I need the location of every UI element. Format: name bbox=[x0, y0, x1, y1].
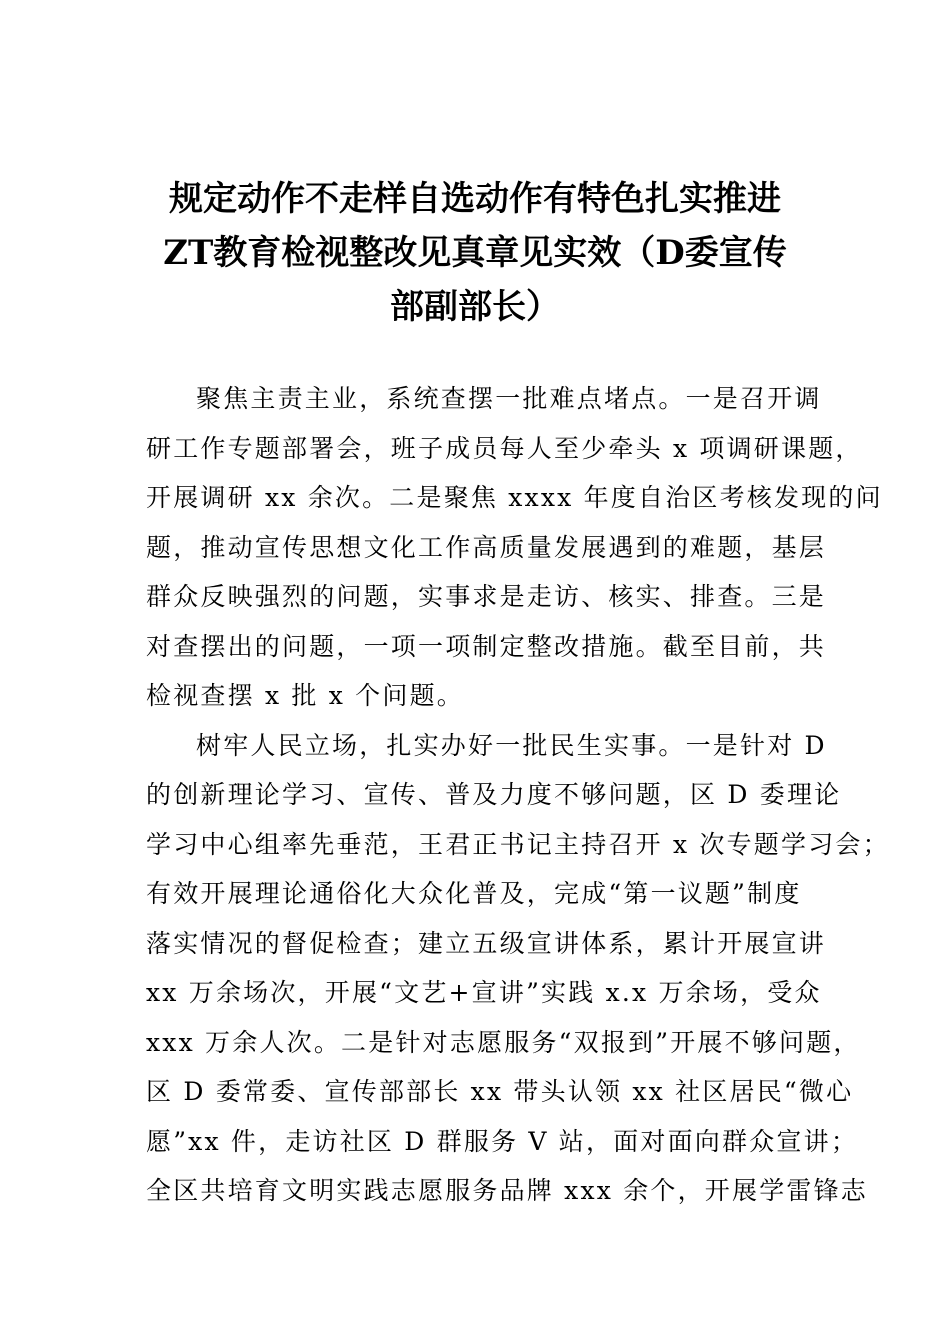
paragraph-2-line: 树牢人民立场，扎实办好一批民生实事。一是针对 D bbox=[196, 730, 827, 760]
paragraph-2-line: 的创新理论学习、宣传、普及力度不够问题，区 D 委理论 bbox=[146, 780, 842, 809]
paragraph-1-line: 对查摆出的问题，一项一项制定整改措施。截至目前，共 bbox=[146, 631, 827, 661]
title-line-2: ZT教育检视整改见真章见实效（D委宣传 bbox=[163, 233, 787, 273]
paragraph-2-line: xxx 万余人次。二是针对志愿服务“双报到”开展不够问题， bbox=[146, 1027, 861, 1057]
paragraph-1-line: 聚焦主责主业，系统查摆一批难点堵点。一是召开调 bbox=[196, 384, 822, 413]
paragraph-1-line: 题，推动宣传思想文化工作高质量发展遇到的难题，基层 bbox=[146, 532, 827, 562]
paragraph-1-line: 群众反映强烈的问题，实事求是走访、核实、排查。三是 bbox=[146, 582, 827, 611]
paragraph-1 bbox=[146, 374, 883, 721]
title-line-1: 规定动作不走样自选动作有特色扎实推进 bbox=[169, 179, 781, 219]
paragraph-2-line: 愿”xx 件，走访社区 D 群服务 V 站，面对面向群众宣讲； bbox=[146, 1126, 859, 1156]
paragraph-1-line: 研工作专题部署会，班子成员每人至少牵头 x 项调研课题， bbox=[146, 433, 863, 463]
document-body bbox=[146, 374, 890, 1216]
paragraph-2-line: 学习中心组率先垂范，王君正书记主持召开 x 次专题学习会； bbox=[146, 829, 890, 859]
title-line-3: 部副部长） bbox=[390, 287, 560, 327]
paragraph-2-line: 全区共培育文明实践志愿服务品牌 xxx 余个，开展学雷锋志 bbox=[146, 1176, 868, 1205]
paragraph-1-line: 检视查摆 x 批 x 个问题。 bbox=[146, 681, 464, 710]
paragraph-2-line: 有效开展理论通俗化大众化普及，完成“第一议题”制度 bbox=[146, 879, 802, 908]
paragraph-2-line: xx 万余场次，开展“文艺+宣讲”实践 x.x 万余场，受众 bbox=[146, 978, 822, 1007]
paragraph-2-line: 区 D 委常委、宣传部部长 xx 带头认领 xx 社区居民“微心 bbox=[146, 1077, 854, 1106]
paragraph-2 bbox=[146, 721, 890, 1216]
document-title bbox=[140, 172, 810, 334]
paragraph-2-line: 落实情况的督促检查；建立五级宣讲体系，累计开展宣讲 bbox=[146, 928, 827, 958]
paragraph-1-line: 开展调研 xx 余次。二是聚焦 xxxx 年度自治区考核发现的问 bbox=[146, 483, 883, 512]
